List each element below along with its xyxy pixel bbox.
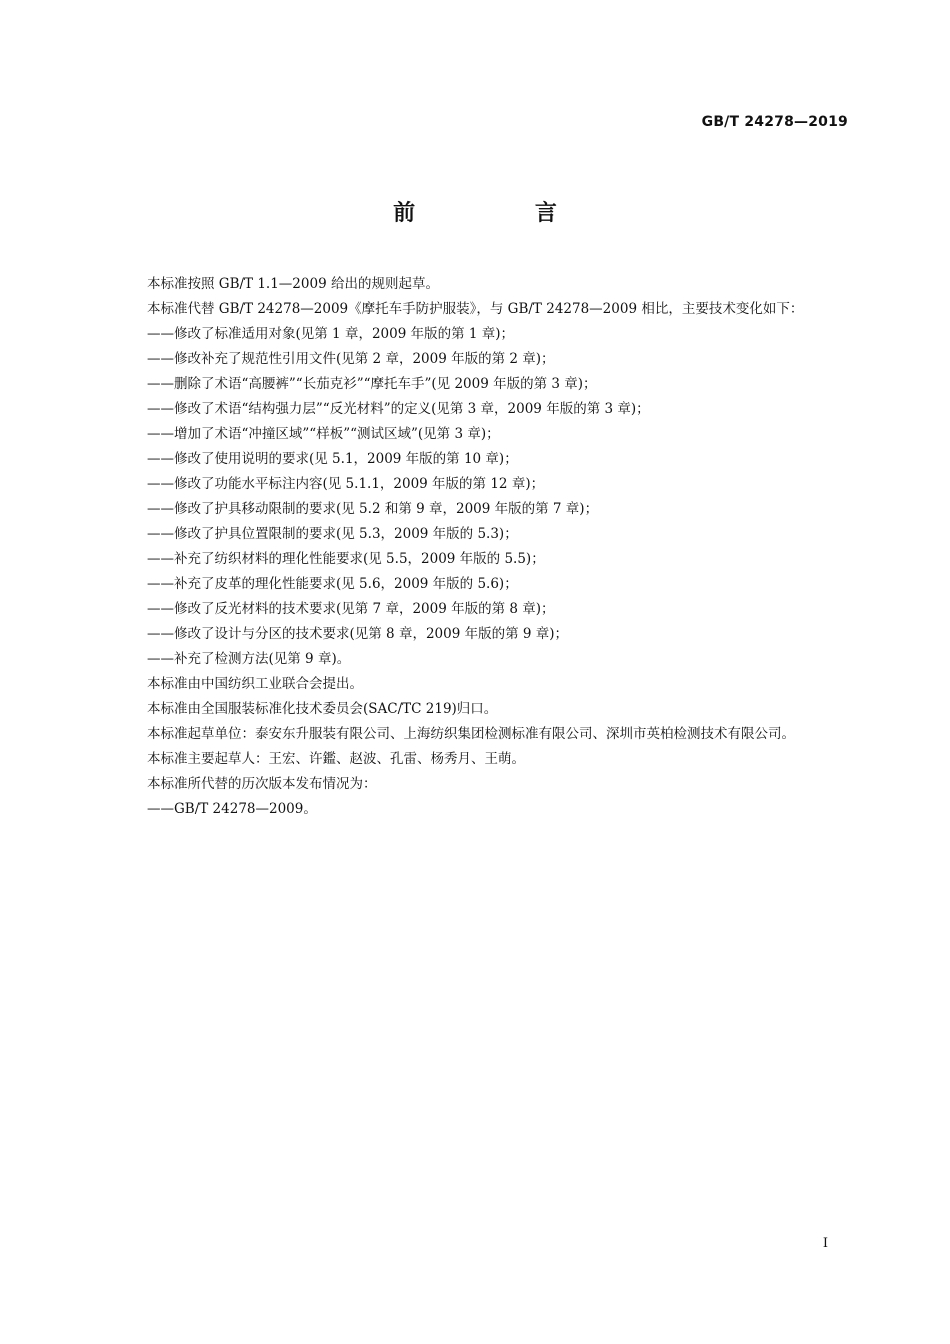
change-item: ——补充了检测方法(见第 9 章)。 (147, 651, 351, 667)
paragraph-drafters: 本标准主要起草人：王宏、许鑑、赵波、孔雷、杨秀月、王萌。 (147, 751, 525, 767)
paragraph-version-history: 本标准所代替的历次版本发布情况为： (147, 776, 377, 792)
change-item: ——修改了护具位置限制的要求(见 5.3，2009 年版的 5.3)； (147, 526, 518, 542)
foreword-body (114, 272, 850, 822)
paragraph-drafting-units: 本标准起草单位：泰安东升服装有限公司、上海纺织集团检测标准有限公司、深圳市英柏检测技术有限公司。 (147, 726, 795, 742)
page-title: 前 言 (393, 201, 613, 226)
paragraph-drafting-rules: 本标准按照 GB/T 1.1—2009 给出的规则起草。 (147, 276, 439, 292)
change-item: ——修改补充了规范性引用文件(见第 2 章，2009 年版的第 2 章)； (147, 351, 555, 367)
change-item: ——修改了设计与分区的技术要求(见第 8 章，2009 年版的第 9 章)； (147, 626, 569, 642)
change-item: ——修改了使用说明的要求(见 5.1，2009 年版的第 10 章)； (147, 451, 518, 467)
paragraph-proposer: 本标准由中国纺织工业联合会提出。 (147, 676, 363, 692)
change-item: ——修改了功能水平标注内容(见 5.1.1，2009 年版的第 12 章)； (147, 476, 545, 492)
change-item: ——删除了术语“高腰裤”“长茄克衫”“摩托车手”(见 2009 年版的第 3 章)； (147, 376, 597, 392)
change-item: ——修改了标准适用对象(见第 1 章，2009 年版的第 1 章)； (147, 326, 515, 342)
change-item: ——修改了术语“结构强力层”“反光材料”的定义(见第 3 章，2009 年版的第 3 章)； (147, 401, 650, 417)
standard-code: GB/T 24278—2019 (701, 114, 848, 130)
paragraph-committee: 本标准由全国服装标准化技术委员会(SAC/TC 219)归口。 (147, 701, 498, 717)
page-number: I (822, 1236, 828, 1251)
change-item: ——补充了皮革的理化性能要求(见 5.6，2009 年版的 5.6)； (147, 576, 518, 592)
history-item: ——GB/T 24278—2009。 (147, 801, 317, 817)
change-item: ——补充了纺织材料的理化性能要求(见 5.5，2009 年版的 5.5)； (147, 551, 545, 567)
paragraph-replacement: 本标准代替 GB/T 24278—2009《摩托车手防护服装》，与 GB/T 24278—2009 相比，主要技术变化如下： (147, 301, 804, 317)
change-item: ——修改了反光材料的技术要求(见第 7 章，2009 年版的第 8 章)； (147, 601, 555, 617)
change-item: ——修改了护具移动限制的要求(见 5.2 和第 9 章，2009 年版的第 7 章)； (147, 501, 599, 517)
change-item: ——增加了术语“冲撞区域”“样板”“测试区域”(见第 3 章)； (147, 426, 500, 442)
